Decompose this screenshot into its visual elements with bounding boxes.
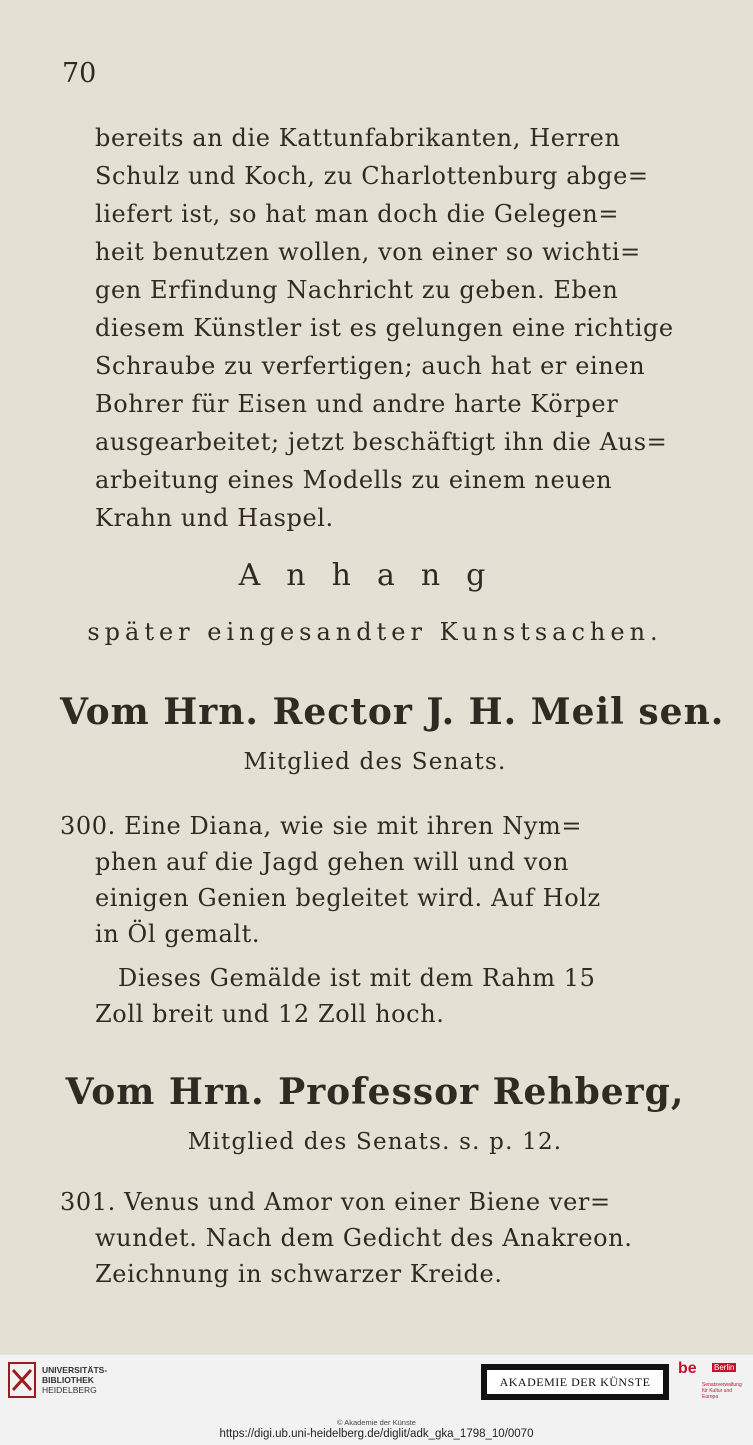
catalog-entry-line: einigen Genien begleitet wird. Auf Holz: [95, 884, 601, 912]
catalog-entry-line: 301. Venus und Amor von einer Biene ver=: [60, 1188, 611, 1216]
bem-subtitle: Senatsverwaltung für Kultur und Europa: [702, 1382, 742, 1400]
akademie-label: AKADEMIE DER KÜNSTE: [487, 1370, 663, 1394]
text-line: bereits an die Kattunfabrikanten, Herren: [95, 124, 621, 152]
entry-note-line: Zoll breit und 12 Zoll hoch.: [95, 1000, 445, 1028]
university-heidelberg-logo-icon[interactable]: [8, 1362, 36, 1398]
section-subheading: Mitglied des Senats. s. p. 12.: [187, 1129, 563, 1155]
text-line: gen Erfindung Nachricht zu geben. Eben: [95, 276, 619, 304]
page-number: 70: [62, 58, 97, 89]
text-line: ausgearbeitet; jetzt beschäftigt ihn die Aus=: [95, 428, 668, 456]
uni-name-line: HEIDELBERG: [42, 1385, 97, 1395]
section-subheading: Mitglied des Senats.: [243, 749, 507, 775]
source-url-link[interactable]: https://digi.ub.uni-heidelberg.de/diglit/adk_gka_1798_10/0070: [219, 1428, 534, 1440]
text-line: Schraube zu verfertigen; auch hat er einen: [95, 352, 646, 380]
catalog-entry-line: wundet. Nach dem Gedicht des Anakreon.: [95, 1224, 633, 1252]
uni-name-line: UNIVERSITÄTS-: [42, 1365, 108, 1375]
section-heading: Vom Hrn. Rector J. H. Meil sen.: [60, 691, 725, 733]
catalog-entry-line: in Öl gemalt.: [95, 920, 261, 948]
anhang-subtitle: später eingesandter Kunstsachen.: [87, 618, 663, 646]
catalog-entry-line: 300. Eine Diana, wie sie mit ihren Nym=: [60, 812, 583, 840]
text-line: heit benutzen wollen, von einer so wichti=: [95, 238, 641, 266]
uni-name-line: BIBLIOTHEK: [42, 1375, 94, 1385]
section-heading: Vom Hrn. Professor Rehberg,: [65, 1071, 685, 1113]
university-library-name[interactable]: [42, 1365, 107, 1395]
bem-mark: be: [678, 1360, 697, 1377]
text-line: diesem Künstler ist es gelungen eine richtige: [95, 314, 674, 342]
akademie-der-kuenste-logo[interactable]: [481, 1364, 669, 1400]
catalog-entry-line: phen auf die Jagd gehen will und von: [95, 848, 570, 876]
text-line: Schulz und Koch, zu Charlottenburg abge=: [95, 162, 649, 190]
text-line: Bohrer für Eisen und andre harte Körper: [95, 390, 619, 418]
text-line: Krahn und Haspel.: [95, 504, 334, 532]
text-line: liefert ist, so hat man doch die Gelegen=: [95, 200, 620, 228]
anhang-title: Anhang: [238, 558, 512, 593]
berlin-senate-logo[interactable]: [678, 1360, 740, 1404]
bem-city: Berlin: [714, 1363, 735, 1372]
copyright-notice: © Akademie der Künste: [337, 1418, 416, 1427]
catalog-entry-line: Zeichnung in schwarzer Kreide.: [95, 1260, 503, 1288]
text-line: arbeitung eines Modells zu einem neuen: [95, 466, 613, 494]
entry-note-line: Dieses Gemälde ist mit dem Rahm 15: [118, 964, 596, 992]
